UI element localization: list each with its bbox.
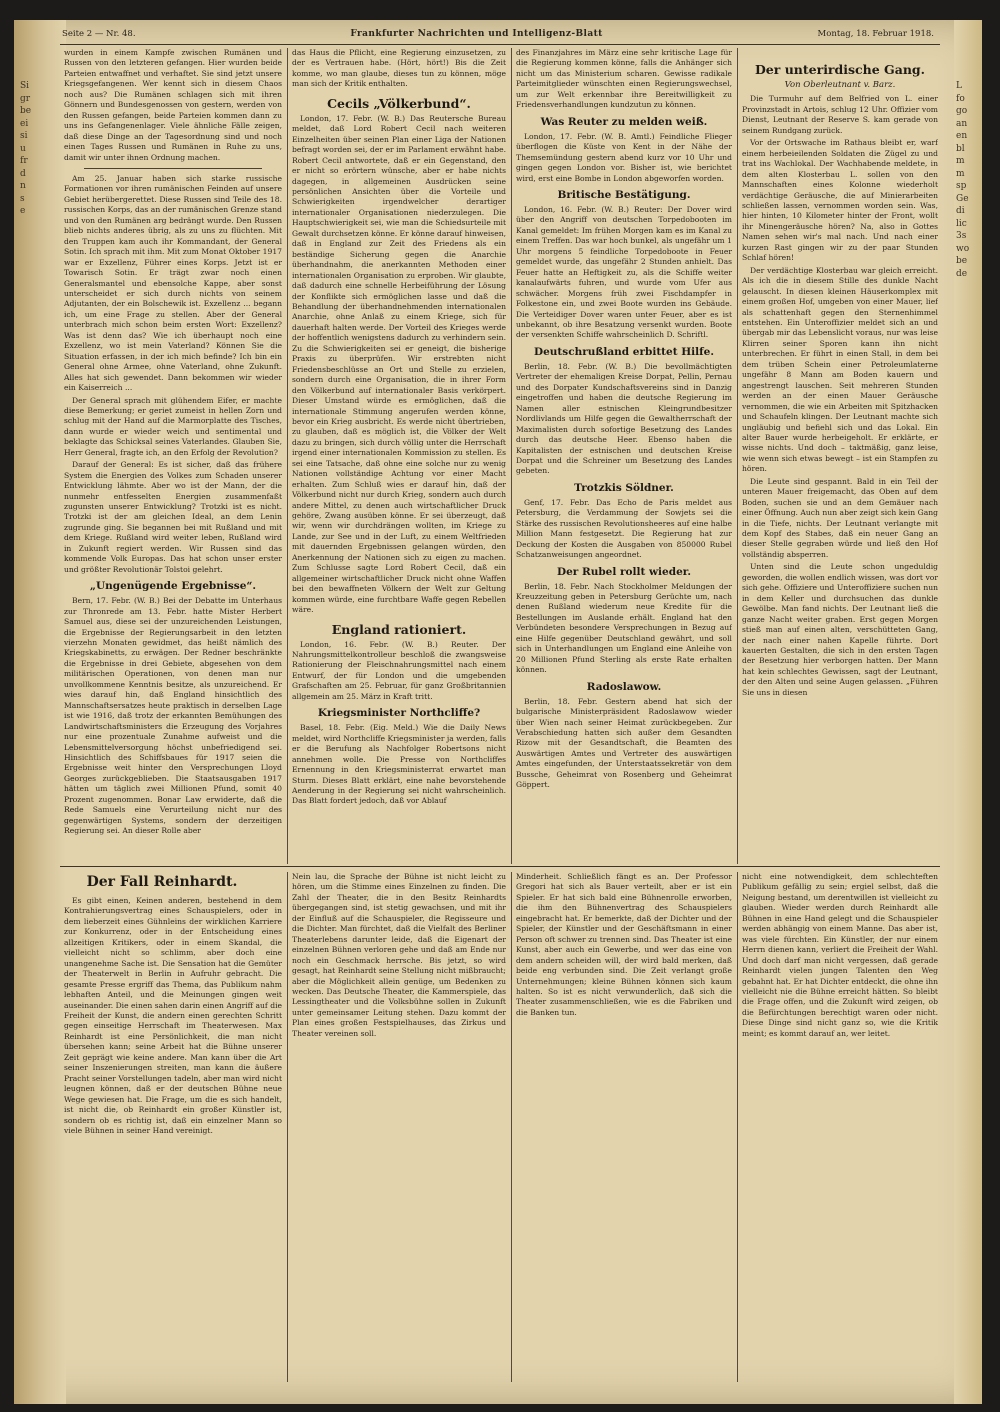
article-column-1 (64, 48, 282, 862)
article-paragraph: Die Leute sind gespannt. Bald in ein Teil der unteren Mauer freigemacht, das Oben auf dem Boden, suchen sie und an dem Gemäuer nach einer Öffnung. Auch nun aber zeigt sich kein Gang in die Tiefe, nichts. Der Leutnant verlangte mit dem Kopf des Stabes, daß ein neuer Gang an dieser Stelle gegraben würde und ließ den Hof vollständig absperren. (742, 476, 938, 559)
article-paragraph: Genf, 17. Febr. Das Echo de Paris meldet aus Petersburg, die Verdammung der Sowjets sei die Stärke des russischen Revolutionsheeres auf eine halbe Million Mann festgesetzt. Die Regierung hat zur Deckung der Kosten die Ausgaben von 850000 Rubel Schatzanweisungen angeordnet. (516, 497, 732, 560)
feuilleton-section (62, 872, 942, 1382)
masthead-title: Frankfurter Nachrichten und Intelligenz-Blatt (350, 29, 603, 39)
article-paragraph: Berlin, 18. Febr. Gestern abend hat sich der bulgarische Ministerpräsident Radoslawow wieder über Wien nach seiner Heimat zurückbegeben. Zur Verabschiedung hatten sich außer dem Gesandten Rizow mit der Gesandtschaft, die Beamten des Auswärtigen Amtes und Vertreter des auswärtigen Amtes eingefunden, der Unterstaatssekretär von dem Bussche, Geheimrat von Rosenberg und Geheimrat Göppert. (516, 696, 732, 790)
article-paragraph: Berlin, 18. Febr. (W. B.) Die bevollmächtigten Vertreter der ehemaligen Kreise Dorpat, Pellin, Pernau und des Dorpater Kundschaftsvereins sind in Danzig eingetroffen und haben die deutsche Regierung im Namen aller estnischen Kleingrundbesitzer Nordlivlands um Hilfe gegen die Gewaltherrschaft der Maximalisten durch sofortige Besetzung des Landes durch das deutsche Heer. Ebenso haben die Kapitalisten der estnischen und deutschen Kreise Dorpat und die Schreiner um Besetzung des Landes gebeten. (516, 361, 732, 476)
article-paragraph: Darauf der General: Es ist sicher, daß das frühere System die Energien des Volkes zum Schaden unserer Entwicklung lähmte. Aber wo ist der Mann, der die nunmehr entfesselten Energien zusammenfaßt zugunsten unserer Entwicklung? Trotzki ist es nicht. Trotzki ist der am gleichen Ideal, an dem Lenin zugrunde ging. Sie begannen bei mit Rußland und mit dem Kriege. Rußland wird weiter leben, Rußland wird in Zukunft regiert werden. Wir Russen sind das kommende Volk Europas. Das hat schon unser erster und größter Revolutionär Tolstoi gelehrt. (64, 460, 282, 574)
page-number: Seite 2 — Nr. 48. (62, 29, 136, 39)
headline-trotzki: Trotzkis Söldner. (574, 481, 674, 494)
article-paragraph: Die Turmuhr auf dem Belfried von L. einer Provinzstadt in Artois, schlug 12 Uhr. Offizier vom Dienst, Leutnant der Reserve S. kam gerade von seinem Rundgang zurück. (742, 94, 938, 135)
article-paragraph: London, 16. Febr. (W. B.) Reuter: Der Dover wird über den Angriff von deutschen Torpedobooten im Kanal gemeldet: Im frühen Morgen kam es im Kanal zu einem Treffen. Das war hoch bunkel, als ungefähr um 1 Uhr morgens 5 feindliche Torpedoboote in Feuer gemeldet wurde, das ungefähr 2 Stunden anhielt. Das Feuer hatte an Heftigkeit zu, als die Schiffe weiter kanalaufwärts fuhren, und wurde vom Ufer aus schwächer. Morgens früh zwei Fischdampfer in Folkestone ein, und zwei Boote wurden ins Gebäude. Die Verteidiger Dover waren unter Feuer, aber es ist unbekannt, ob ihre Besatzung versenkt wurden. Boote der versenkten Schiffe wahrscheinlich D. Schriftl. (516, 204, 732, 340)
article-paragraph: Nein lau, die Sprache der Bühne ist nicht leicht zu hören, um die Stimme eines Einzelnen zu finden. Die Zahl der Theater, die in den Besitz Reinhardts übergegangen sind, ist stetig gewachsen, und mit ihr der Einfluß auf die Schauspieler, die Regisseure und die Dichter. Man fürchtet, daß die Vielfalt des Berliner Theaterlebens darunter leide, daß die Eigenart der einzelnen Bühnen verloren gehe und daß am Ende nur noch ein Geschmack herrsche. Bis jetzt, so wird gesagt, hat Reinhardt seine Stellung nicht mißbraucht; aber die Möglichkeit allein genüge, um Bedenken zu wecken. Das Deutsche Theater, die Kammerspiele, das Lessingtheater und die Volksbühne sollen in Zukunft unter gemeinsamer Leitung stehen. Dazu kommt der Plan eines großen Festspielhauses, das Zirkus und Theater vereinen soll. (292, 872, 506, 1038)
headline-unterirdische-gang: Der unterirdische Gang. (754, 62, 926, 77)
article-paragraph: des Finanzjahres im März eine sehr kritische Lage für die Regierung kommen könne, falls die Anhänger sich nicht um das Ministerium scharen. Gewisse radikale Parteimitglieder wünschten einen Regierungswechsel, um zur Welt erkennbar ihre Bereitwilligkeit zu Friedensverhandlungen kundzutun zu können. (516, 48, 732, 110)
article-paragraph: Der General sprach mit glühendem Eifer, er machte diese Bemerkung; er geriet zumeist in hellen Zorn und schlug mit der Hand auf die Marmorplatte des Tisches, dann wurde er wieder weich und sentimental und beklagte das Schicksal seines Vaterlandes. Glauben Sie, Herr General, fragte ich, an den Erfolg der Revolution? (64, 395, 282, 457)
headline-rubel: Der Rubel rollt wieder. (557, 565, 691, 578)
article-paragraph: Minderheit. Schließlich fängt es an. Der Professor Gregori hat sich als Bauer verteilt, aber er ist ein Spieler. Er hat sich bald eine Bühnenrolle erworben, die ihm den Bühnenvertrag des Schauspielers eingebracht hat. Er bemerkte, daß der Dichter und der Spieler, der Künstler und der Geschäftsmann in einer Person oft schwer zu trennen sind. Das Theater ist eine Kunst, aber auch ein Gewerbe, und wer das eine von dem andern scheiden will, der wird bald merken, daß beide eng verbunden sind. Die Zeit verlangt große Unternehmungen; kleine Bühnen können sich kaum halten. So ist es nicht verwunderlich, daß sich die Theater zusammenschließen, wie es die Fabriken und die Banken tun. (516, 872, 732, 1017)
headline-radoslawow: Radoslawow. (586, 680, 662, 693)
column-divider (511, 48, 512, 864)
article-paragraph: Bern, 17. Febr. (W. B.) Bei der Debatte im Unterhaus zur Thronrede am 13. Febr. hatte Mister Herbert Samuel aus, diese sei der unzureichenden Leistungen, die Ergebnisse der Regierungsarbeit in den letzten vierzehn Monaten gewidmet, das heißt nämlich des Kriegskabinetts, zu erwägen. Der Redner beschränkte die Ergebnisse in drei Gebiete, abgesehen von dem militärischen Operationen, von denen man nur unvollkommene Kenntnis besitze, als unzureichend. Er wies darauf hin, daß England hinsichtlich des Mannschaftsersatzes heute praktisch in derselben Lage ist wie 1916, daß trotz der erkannten Bemühungen des Landwirtschaftsministers die Erzeugung des Vorjahres nur eine prozentuale Zunahme aufweist und die Lebensmittelversorgung höchst unbefriedigend sei. Hinsichtlich des Schiffsbaues für 1917 seien die Ergebnisse weit hinter den Versprechungen Lloyd Georges zurückgeblieben. Die Staatsausgaben 1917 hätten um täglich zwei Millionen Pfund, somit 40 Prozent zugenommen. Bonar Law erwiderte, daß die Rede Samuels eine Verurteilung nicht nur des gegenwärtigen Systems, sondern der derzeitigen Regierung sei. An dieser Rolle aber (64, 596, 282, 836)
article-paragraph: Es gibt einen, Keinen anderen, bestehend in dem Kontrahierungsvertrag eines Schauspielers, oder in dem lieberzeit eines Gühnleins der wirklichen Karriere zur Konkurrenz, oder in der Entscheidung eines allzeitigen Kritikers, oder in einem Skandal, die vielleicht nicht so schlimm, aber doch eine unangenehme Sache ist. Die Sensation hat die Gemüter der Theaterwelt in Berlin in Aufruhr gebracht. Die gesamte Presse ergriff das Thema, das Publikum nahm lebhaften Anteil, und die Meinungen gingen weit auseinander. Die einen sahen darin einen Angriff auf die Freiheit der Kunst, die andern einen gerechten Schritt gegen einseitige Herrschaft im Theaterwesen. Max Reinhardt ist eine Persönlichkeit, die man nicht übersehen kann; seine Arbeit hat die Bühne unserer Zeit geprägt wie keine andere. Man kann über die Art seiner Inszenierungen streiten, man kann die äußere Pracht seiner Vorstellungen tadeln, aber man wird nicht leugnen können, daß er der deutschen Bühne neue Wege gewiesen hat. Die Frage, um die es sich handelt, ist nicht die, ob Reinhardt ein großer Künstler ist, sondern ob es richtig ist, daß ein einzelner Mann so viele Bühnen in seiner Hand vereinigt. (64, 896, 282, 1135)
article-paragraph: Vor der Ortswache im Rathaus bleibt er, warf einem herbeieilenden Soldaten die Zügel zu und trat ins Wachlokal. Der Wachhabende meldete, in dem alten Klosterbau L. sollen von den Mannschaften eines Kolonne wiederholt verdächtige Geräusche, die auf Minierarbeiten schließen lassen, vernommen worden sein. Was, hier hinten, 10 Kilometer hinter der Front, wollt ihr Minengeräusche hören? Na, also in Gottes Namen sehen wir's mal nach. Und nach einer kurzen Rast gingen wir zu der paar Stunden Schlaf hören! (742, 138, 938, 263)
headline-deutschrussland: Deutschrußland erbittet Hilfe. (534, 345, 714, 358)
article-paragraph: Der verdächtige Klosterbau war gleich erreicht. Als ich die in diesem Stille des dunkle Nacht gelauscht. In diesen kleinen Häuserkomplex mit einem großen Hof, umgeben von einer Mauer, lief als schattenhaft gegen den Sternenhimmel entstehen. Ein Unteroffizier meldet sich an und übergab mir das Lebenslicht voraus, nur was leise Klirren seiner Sporen kann ihn nicht unterbrechen. Er führt in einen Stall, in dem bei dem trüben Schein einer Petroleumlaterne ungefähr 8 Mann am Boden kauern und angestrengt lauschen. Seit mehreren Stunden werden an der einen Mauer Geräusche vernommen, die wie ein Arbeiten mit Spitzhacken und Schaufeln klingen. Der Leutnant machte sich ungläubig und befiehl sich und das Lokal. Ein alter Bauer wurde herbeigeholt. Er erklärte, er wisse nichts. Und doch – taktmäßig, ganz leise, wie wenn sich etwas bewegt – ist ein Stampfen zu hören. (742, 265, 938, 474)
page-header (62, 26, 934, 42)
feuilleton-column-1 (64, 896, 282, 1382)
article-column-4 (742, 48, 938, 862)
section-rule (60, 866, 940, 867)
article-column-2 (292, 48, 506, 862)
column-divider (287, 48, 288, 864)
headline-reuter: Was Reuter zu melden weiß. (540, 115, 708, 128)
article-paragraph: nicht eine notwendigkeit, dem schlechteften Publikum gefällig zu sein; ergiel selbst, daß die Neigung bestand, um derentwillen ist vielleicht zu glauben. Wieder werden durch Reinhardt alle Bühnen in eine Hand gelegt und die Schauspieler werden abhängig von einem Manne. Das aber ist, was viele fürchten. Ein Künstler, der nur einem Herrn dienen kann, verliert die Freiheit der Wahl. Und doch darf man nicht vergessen, daß gerade Reinhardt vielen jungen Talenten den Weg gebahnt hat. Er hat Dichter entdeckt, die ohne ihn vielleicht nie die Bühne erreicht hätten. So bleibt die Frage offen, und die Zukunft wird zeigen, ob die Befürchtungen berechtigt waren oder nicht. Diese Dinge sind nicht ganz so, wie die Kritik meint; es kommt darauf an, wer leitet. (742, 872, 938, 1038)
article-paragraph: Unten sind die Leute schon ungeduldig geworden, die wollen endlich wissen, was dort vor sich gehe. Offiziere und Unteroffiziere suchen nun in dem Keller und durchsuchen das dunkle Gewölbe. Man fand nichts. Der Leutnant ließ die ganze Nacht weiter graben. Erst gegen Morgen stieß man auf einen alten, verschütteten Gang, der nach einer nahen Kapelle führte. Dort kauerten Gestalten, die sich in den ersten Tagen der Besetzung hier verborgen hatten. Der Mann hat kein schlechtes Gewissen, sagt der Leutnant, der den Alten und seine Augen gelassen. „Führen Sie uns in diesen (742, 562, 938, 697)
feuilleton-column-3 (516, 872, 732, 1382)
article-paragraph: Am 25. Januar haben sich starke russische Formationen vor ihren rumänischen Feinden auf unsere Gebiet herübergerettet. Diese Russen sind Teile des 18. russischen Korps, das an der rumänischen Grenze stand und von den Rumänen arg bedrängt wurde. Den Russen blieb nichts anderes übrig, als zu uns zu flüchten. Mit den Truppen kam auch ihr Kommandant, der General Sotin. Ich sprach mit ihm. Mit zum Monat Oktober 1917 war er Exzellenz, Führer eines Korps. Jetzt ist er Towarisch Sotin. Er trägt zwar noch einen Generalsmantel und ebensolche Kappe, aber sonst unterscheidet er sich durch nichts von seinem Adjutanten, der ein Bolschewik ist. Exzellenz ... begann ich, um eine Frage zu stellen. Aber der General unterbrach mich schon beim ersten Wort: Exzellenz? Was ist denn das? Wie ich überhaupt noch eine Exzellenz, wo ist mein Vaterland? Können Sie die Situation erfassen, in der ich mich befinde? Ich bin ein General ohne Armee, ohne Vaterland, ohne Zukunft. Alles hat sich gewendet. Dann bekommen wir wieder ein Kaiserreich ... (64, 173, 282, 393)
column-divider (737, 48, 738, 864)
headline-ergebnisse: „Ungenügende Ergebnisse“. (89, 580, 257, 593)
headline-bestaetigung: Britische Bestätigung. (557, 188, 691, 201)
article-paragraph: London, 17. Febr. (W. B. Amtl.) Feindliche Flieger überflogen die Küste von Kent in der Nähe der Themsemündung gestern abend kurz vor 10 Uhr und gingen gegen London vor. Bisher ist, wie berichtet wird, erst eine Bombe in London abgeworfen worden. (516, 131, 732, 183)
headline-cecil: Cecils „Völkerbund“. (327, 95, 471, 111)
article-paragraph: Berlin, 18. Febr. Nach Stockholmer Meldungen der Kreuzzeitung geben in Petersburg Gerüchte um, nach denen Rußland wiederum neue Kredite für die Bestellungen im Auslande erhält. England hat den Verbündeten besondere Versprechungen in Bezug auf eine Hilfe gegenüber Deutschland gewährt, und soll sich in Unterhandlungen um England eine Anleihe von 20 Millionen Pfund Sterling als erste Rate erhalten können. (516, 581, 732, 675)
article-paragraph: das Haus die Pflicht, eine Regierung einzusetzen, zu der es Vertrauen habe. (Hört, hört!) Bis die Zeit komme, wo man glaube, dieses tun zu können, möge man sich der Kritik enthalten. (292, 48, 506, 89)
separator (84, 168, 262, 169)
article-paragraph: Basel, 18. Febr. (Eig. Meld.) Wie die Daily News meldet, wird Northcliffe Kriegsminister ja werden, falls er die Berufung als Nachfolger Robertsons nicht annehmen wolle. Die Presse von Northcliffes Ernennung in den Kriegsministerrat erwartet man Sturm. Dieses Blatt erklärt, eine nahe bevorstehende Aenderung in der Regierung sei nicht wahrscheinlich. Das Blatt fordert jedoch, daß vor Ablauf (292, 723, 506, 806)
headline-reinhardt: Der Fall Reinhardt. (86, 874, 238, 890)
next-page-fragment: L fo go an en bl m m sp Ge di lic 3s wo be de (956, 81, 970, 279)
issue-date: Montag, 18. Februar 1918. (817, 29, 934, 39)
headline-england: England rationiert. (331, 621, 467, 637)
feuilleton-column-4 (742, 872, 938, 1382)
headline-northcliffe: Kriegsminister Northcliffe? (317, 707, 481, 720)
byline: Von Oberleutnant v. Barz. (784, 80, 896, 90)
page-binding-edge (14, 20, 66, 1404)
feuilleton-column-2 (292, 872, 506, 1382)
header-rule (60, 44, 940, 45)
previous-page-fragment: Si gr be ei si u fr d n s e (20, 81, 32, 216)
article-paragraph: wurden in einem Kampfe zwischen Rumänen und Russen von den letzteren gefangen. Hier wurden beide Parteien entwaffnet und verhaftet. Sie sind jetzt unsere Kriegsgefangenen. Wer kennt sich in diesem Chaos noch aus? Die Rumänen schlagen sich mit ihren Gönnern und Bundesgenossen von gestern, werden von den Russen gefangen, beide Parteien kommen dann zu uns ins Gefangenenlager. Viele ähnliche Fälle zeigen, daß diese Dinge an der Tagesordnung sind und noch einen Tages Russen und Rumänen in Ruhe zu uns, damit wir unter ihnen Ordnung machen. (64, 48, 282, 162)
article-column-3 (516, 48, 732, 862)
article-paragraph: London, 16. Febr. (W. B.) Reuter. Der Nahrungsmittelkontrolleur beschloß die zwangsweise Rationierung der Fleischnahrungsmittel nach einem Entwurf, der für London und die umgebenden Grafschaften am 25. Februar, für ganz Großbritannien allgemein am 25. März in Kraft tritt. (292, 639, 506, 701)
article-paragraph: London, 17. Febr. (W. B.) Das Reutersche Bureau meldet, daß Lord Robert Cecil nach weiteren Einzelheiten über seinen Plan einer Liga der Nationen befragt worden sei, der er im Parlament erwähnt habe. Robert Cecil antwortete, daß er ein Gegenstand, den er nicht so erörtern wünsche, aber er habe nichts dagegen, in allgemeinen Ausdrücken seine persönlichen Ansichten über die Vorteile und Schwierigkeiten irgendwelcher derartiger internationaler Organisationen niederzulegen. Die Hauptschwierigkeit sei, wie man die Schiedsurteile mit Gewalt durchsetzen könne. Er könne darauf hinweisen, daß in England zur Zeit des Friedens als ein beständige Sicherung gegen die Anarchie überhandnahm, die anerkannten Methoden einer internationalen Organisation zu erproben. Wir glaubte, daß dadurch eine schnelle Herbeiführung der Lösung der Konflikte sich ermöglichen lasse und daß die Behandlung der überhandnehmenden internationalen Anarchie, ohne Anlaß zu einem Kriege, sich für dauerhaft halten werde. Der Vorteil des Krieges werde der hoffentlich wenigstens dadurch zu verhindern sein. Zu die Schwierigkeiten sei er geneigt, die bisherige Praxis zu überprüfen. Wir erstrebten nicht Friedensbeschlüsse an Ort und Stelle zu erzielen, sondern durch eine Organisation, die in ihrer Form den Völkerbund auf internationaler Basis verkörpert. Dieser Umstand würde es ermöglichen, daß die internationale Stimmung angerufen werden könne, bevor ein Krieg ausbricht. Es werde nicht übertrieben, zu glauben, daß es möglich ist, die Völker der Welt dazu zu bringen, sich durch völlig unter die Herrschaft irgend einer internationalen Kommission zu stellen. Es sei eine Tatsache, daß ohne eine solche nur zu wenig Nationen vollständige Achtung vor einer Macht erhalten. Zum Schluß wies er darauf hin, daß der Völkerbund nicht nur durch Krieg, sondern auch durch andere Mittel, zu denen auch wirtschaftlicher Druck gehöre, Zwang ausüben könne. Er sei überzeugt, daß wir, wenn wir durchdrängen wollten, im Kriege zu Lande, zur See und in der Luft, zu einem Weltfrieden mit dauernden Ergebnissen gelangen würden, den Anerkennung der Nationen sich zu eigen zu machen. Zum Schlusse sagte Lord Robert Cecil, daß ein allgemeiner wirtschaftlicher Druck nicht ohne Waffen bei den bewaffneten Völkern der Welt zur Geltung kommen würde, eine furchtbare Waffe gegen Rebellen wäre. (292, 113, 506, 615)
